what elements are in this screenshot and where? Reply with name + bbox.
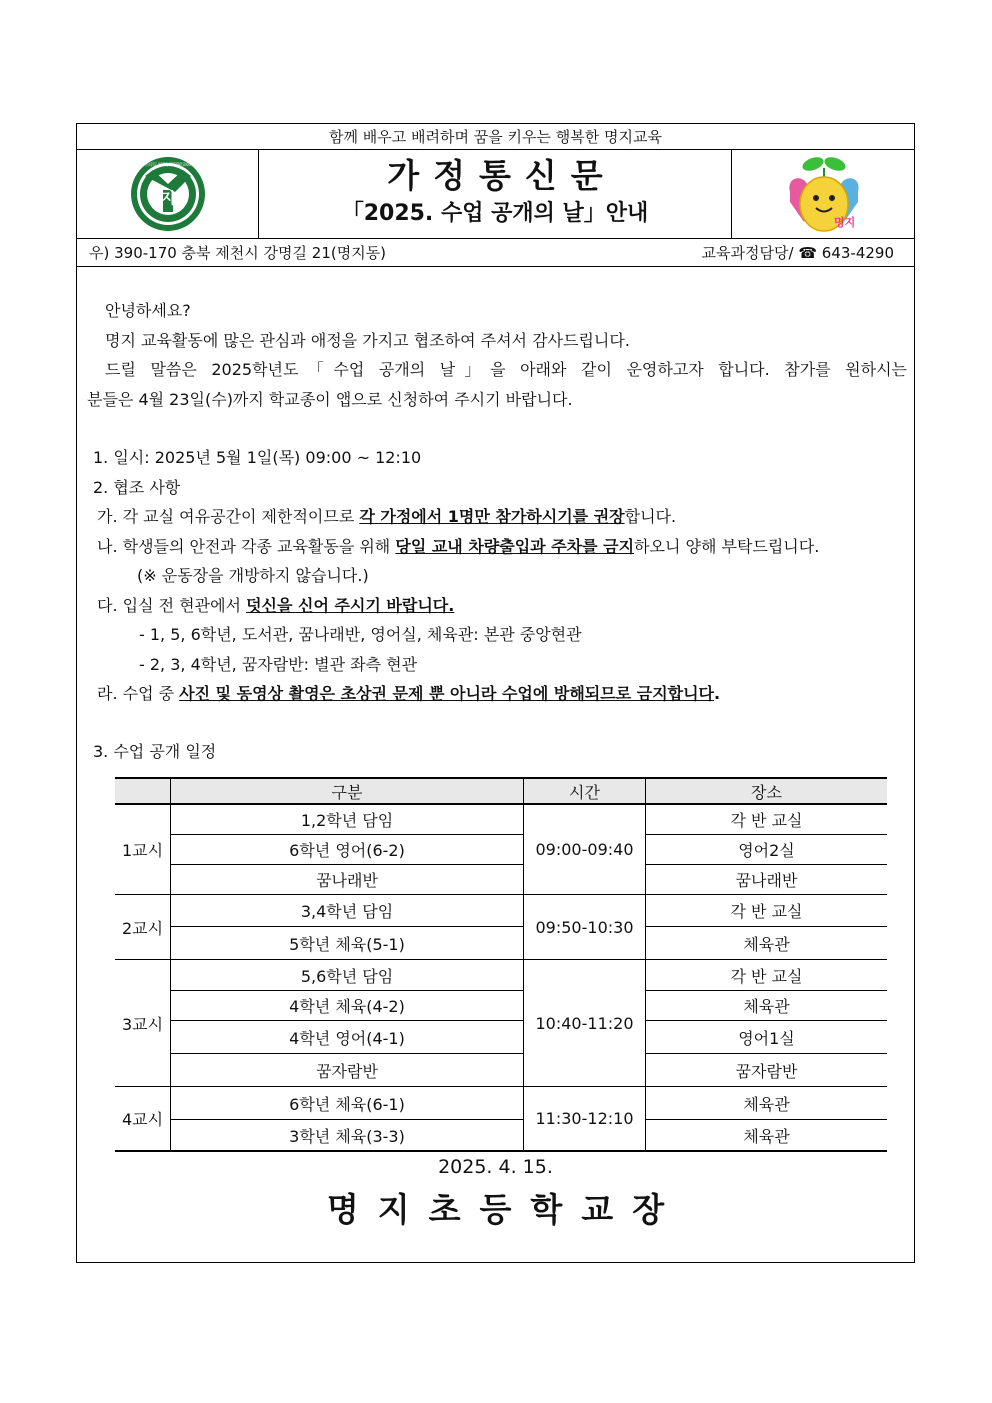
address-row bbox=[77, 239, 914, 267]
period-cell: 3교시 bbox=[115, 960, 171, 1087]
table-row bbox=[115, 1021, 887, 1054]
notice-frame bbox=[76, 123, 915, 1263]
schedule-title: 3. 수업 공개 일정 bbox=[93, 742, 217, 761]
coop-ga-emphasis: 각 가정에서 1명만 참가하시기를 권장 bbox=[359, 507, 625, 526]
mascot-cell bbox=[731, 150, 916, 238]
table-row bbox=[115, 1054, 887, 1087]
logo-ring-text: 명지초등학교 · MYEONGJI ELEMENTARY SCHOOL bbox=[145, 163, 250, 168]
coop-ra-emphasis: 사진 및 동영상 촬영은 초상권 문제 뿐 아니라 수업에 방해되므로 금지합니다 bbox=[179, 684, 715, 703]
contact-label: 교육과정담당/ bbox=[701, 244, 794, 262]
thanks-line: 명지 교육활동에 많은 관심과 애정을 가지고 협조하여 주셔서 감사드립니다. bbox=[105, 330, 630, 350]
place-cell: 각 반 교실 bbox=[646, 804, 888, 835]
school-motto: 함께 배우고 배려하며 꿈을 키우는 행복한 명지교육 bbox=[77, 124, 914, 150]
school-address: 우) 390-170 충북 제천시 강명길 21(명지동) bbox=[89, 244, 387, 262]
group-cell: 5,6학년 담임 bbox=[171, 960, 524, 991]
mascot-text: 명지 bbox=[834, 216, 856, 229]
table-row bbox=[115, 895, 887, 927]
header-place: 장소 bbox=[646, 778, 888, 804]
table-row bbox=[115, 991, 887, 1021]
coop-da-sub2: - 2, 3, 4학년, 꿈자람반: 별관 좌측 현관 bbox=[139, 654, 418, 674]
logo-cell bbox=[77, 150, 259, 238]
blank-line bbox=[87, 414, 907, 443]
coop-na-suffix: 하오니 양해 부탁드립니다. bbox=[634, 536, 820, 556]
coop-ga-text: 가. 각 교실 여유공간이 제한적이므로 bbox=[97, 507, 360, 526]
table-row bbox=[115, 835, 887, 865]
group-cell: 3,4학년 담임 bbox=[171, 895, 524, 927]
table-row bbox=[115, 927, 887, 960]
coop-ra-text: 라. 수업 중 bbox=[97, 684, 180, 703]
greeting: 안녕하세요? bbox=[105, 301, 191, 320]
table-row bbox=[115, 804, 887, 835]
page-title: 가정통신문 bbox=[387, 156, 617, 195]
table-row bbox=[115, 1120, 887, 1152]
coop-na bbox=[87, 532, 907, 562]
coop-da-sub1: - 1, 5, 6학년, 도서관, 꿈나래반, 영어실, 체육관: 본관 중앙현관 bbox=[139, 625, 582, 644]
group-cell: 꿈나래반 bbox=[171, 865, 524, 895]
place-cell: 꿈자람반 bbox=[646, 1054, 888, 1087]
header-row bbox=[77, 150, 914, 239]
intro-line-2: 분들은 4월 23일(수)까지 학교종이 앱으로 신청하여 주시기 바랍니다. bbox=[87, 389, 573, 409]
place-cell: 체육관 bbox=[646, 927, 888, 960]
group-cell: 1,2학년 담임 bbox=[171, 804, 524, 835]
time-cell: 09:00-09:40 bbox=[524, 804, 646, 895]
place-cell: 각 반 교실 bbox=[646, 895, 888, 927]
mascot-icon bbox=[776, 152, 872, 236]
school-logo-icon bbox=[123, 154, 250, 234]
header-time: 시간 bbox=[524, 778, 646, 804]
coop-da-text: 다. 입실 전 현관에서 bbox=[97, 595, 247, 615]
place-cell: 각 반 교실 bbox=[646, 960, 888, 991]
period-cell: 1교시 bbox=[115, 804, 171, 895]
time-cell: 09:50-10:30 bbox=[524, 895, 646, 960]
page-subtitle: 「2025. 수업 공개의 날」안내 bbox=[341, 201, 649, 226]
place-cell: 꿈나래반 bbox=[646, 865, 888, 895]
table-row bbox=[115, 1087, 887, 1120]
table-row bbox=[115, 960, 887, 991]
place-cell: 체육관 bbox=[646, 1120, 888, 1152]
coop-da bbox=[87, 591, 907, 621]
group-cell: 꿈자람반 bbox=[171, 1054, 524, 1087]
coop-ga-suffix: 합니다. bbox=[624, 507, 677, 526]
header-group: 구분 bbox=[171, 778, 524, 804]
coop-na-note: (※ 운동장을 개방하지 않습니다.) bbox=[137, 566, 369, 585]
group-cell: 3학년 체육(3-3) bbox=[171, 1120, 524, 1152]
notice-body bbox=[87, 296, 907, 709]
coop-da-emphasis: 덧신을 신어 주시기 바랍니다. bbox=[246, 595, 455, 615]
time-cell: 11:30-12:10 bbox=[524, 1087, 646, 1152]
group-cell: 5학년 체육(5-1) bbox=[171, 927, 524, 960]
group-cell: 6학년 체육(6-1) bbox=[171, 1087, 524, 1120]
logo-center-text: 지 bbox=[160, 189, 176, 207]
contact-info bbox=[702, 239, 894, 267]
place-cell: 체육관 bbox=[646, 1087, 888, 1120]
group-cell: 4학년 체육(4-2) bbox=[171, 991, 524, 1021]
table-row bbox=[115, 865, 887, 895]
phone-number: 643-4290 bbox=[821, 244, 894, 262]
place-cell: 체육관 bbox=[646, 991, 888, 1021]
coop-na-emphasis: 당일 교내 차량출입과 주차를 금지 bbox=[395, 536, 635, 556]
coop-ra-suffix: . bbox=[714, 684, 721, 703]
coop-na-text: 나. 학생들의 안전과 각종 교육활동을 위해 bbox=[97, 536, 396, 556]
coop-ga bbox=[87, 502, 907, 532]
item-date: 1. 일시: 2025년 5월 1일(목) 09:00 ~ 12:10 bbox=[93, 448, 422, 467]
place-cell: 영어2실 bbox=[646, 835, 888, 865]
time-cell: 10:40-11:20 bbox=[524, 960, 646, 1087]
group-cell: 6학년 영어(6-2) bbox=[171, 835, 524, 865]
group-cell: 4학년 영어(4-1) bbox=[171, 1021, 524, 1054]
title-cell bbox=[259, 150, 731, 238]
item-cooperation: 2. 협조 사항 bbox=[93, 477, 181, 497]
period-cell: 4교시 bbox=[115, 1087, 171, 1152]
schedule-table bbox=[115, 777, 887, 1152]
issue-date: 2025. 4. 15. bbox=[438, 1156, 553, 1178]
intro-line-1: 드릴 말씀은 2025학년도「수업 공개의 날」을 아래와 같이 운영하고자 합니다. 참가를 원하시는 bbox=[105, 360, 907, 379]
period-cell: 2교시 bbox=[115, 895, 171, 960]
phone-icon: ☎ bbox=[798, 244, 817, 262]
header-period bbox=[115, 778, 171, 804]
coop-ra bbox=[87, 679, 907, 709]
place-cell: 영어1실 bbox=[646, 1021, 888, 1054]
signer: 명지초등학교장 bbox=[326, 1190, 684, 1229]
table-header-row bbox=[115, 778, 887, 804]
